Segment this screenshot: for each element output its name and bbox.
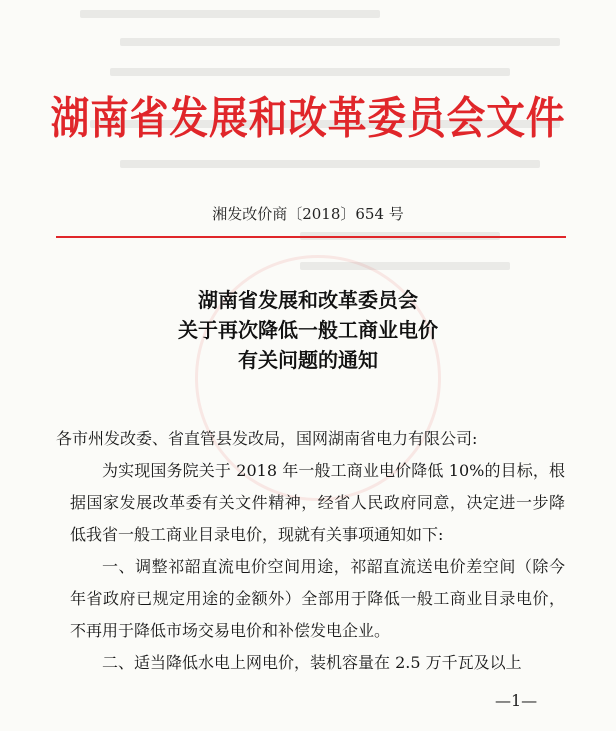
notice-title-line-3: 有关问题的通知 bbox=[238, 348, 378, 372]
notice-title bbox=[0, 285, 616, 375]
body-paragraph-3: 二、适当降低水电上网电价，装机容量在 2.5 万千瓦及以上 bbox=[102, 653, 522, 672]
notice-title-line-1: 湖南省发展和改革委员会 bbox=[198, 288, 418, 312]
issuer-header-title: 湖南省发展和改革委员会文件 bbox=[50, 93, 566, 144]
notice-body bbox=[56, 423, 565, 679]
body-paragraph-2: 一、调整祁韶直流电价空间用途，祁韶直流送电价差空间（除今年省政府已规定用途的金额外）全部用于降低一般工商业目录电价，不再用于降低市场交易电价和补偿发电企业。 bbox=[70, 557, 565, 640]
recipients-line: 各市州发改委、省直管县发改局，国网湖南省电力有限公司: bbox=[56, 429, 478, 448]
page-number: —1— bbox=[495, 691, 538, 710]
document-number: 湘发改价商〔2018〕654 号 bbox=[212, 205, 404, 223]
notice-title-line-2: 关于再次降低一般工商业电价 bbox=[178, 318, 438, 342]
body-paragraph-1: 为实现国务院关于 2018 年一般工商业电价降低 10%的目标，根据国家发展改革委有关文件精神，经省人民政府同意，决定进一步降低我省一般工商业目录电价，现就有关事项通知如下: bbox=[70, 461, 565, 544]
red-divider-line bbox=[56, 236, 566, 238]
